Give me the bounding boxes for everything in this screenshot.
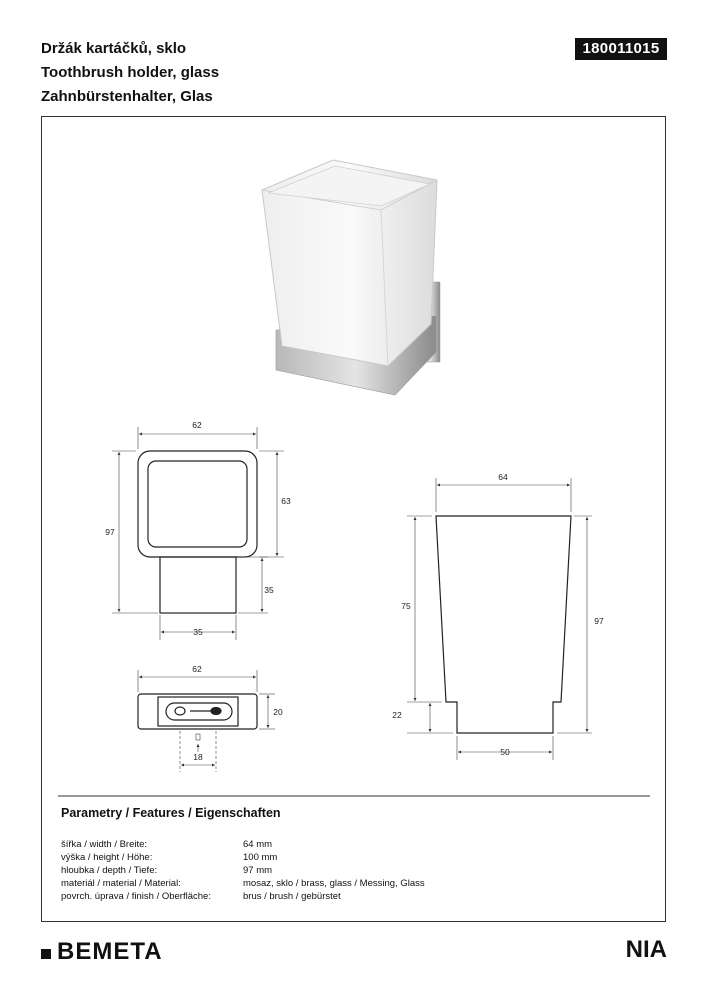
brand-logo <box>41 938 163 966</box>
feature-value: 100 mm <box>243 852 278 863</box>
series-name: NIA <box>625 936 667 963</box>
feature-label: povrch. úprava / finish / Oberfläche: <box>61 891 211 902</box>
feature-label: šířka / width / Breite: <box>61 839 148 850</box>
title-english: Toothbrush holder, glass <box>41 64 220 81</box>
bottom-holes-spacing-label: 18 <box>193 752 203 762</box>
product-code-badge: 180011015 <box>575 38 667 60</box>
glass-top-width-label: 64 <box>498 472 508 482</box>
feature-value: 64 mm <box>243 839 273 850</box>
feature-row-height <box>61 851 425 864</box>
brand-logo-square <box>41 949 51 959</box>
front-stem-height-label: 35 <box>264 585 274 595</box>
front-cup-height-label: 63 <box>281 496 291 506</box>
glass-height-label: 97 <box>594 616 604 626</box>
features-table <box>61 838 425 903</box>
glass-view-dimension-lines <box>407 478 592 760</box>
glass-base-height-label: 22 <box>392 710 402 720</box>
front-height-label: 97 <box>105 527 115 537</box>
bottom-view-drawing <box>138 694 257 729</box>
feature-value: brus / brush / gebürstet <box>243 891 341 902</box>
feature-row-material <box>61 877 425 890</box>
feature-row-width <box>61 838 425 851</box>
front-width-label: 62 <box>192 420 202 430</box>
title-czech: Držák kartáčků, sklo <box>41 40 187 57</box>
feature-label: výška / height / Höhe: <box>61 852 153 863</box>
front-view-drawing <box>138 451 257 613</box>
feature-label: hloubka / depth / Tiefe: <box>61 865 158 876</box>
bottom-depth-label: 20 <box>273 707 283 717</box>
feature-row-finish <box>61 890 425 903</box>
title-german: Zahnbürstenhalter, Glas <box>41 88 213 105</box>
feature-value: mosaz, sklo / brass, glass / Messing, Glass <box>243 878 425 889</box>
feature-row-depth <box>61 864 425 877</box>
glass-view-drawing <box>436 516 571 733</box>
feature-label: materiál / material / Material: <box>61 878 181 889</box>
front-stem-width-label: 35 <box>193 627 203 637</box>
screw-marker <box>196 734 200 740</box>
features-heading: Parametry / Features / Eigenschaften <box>61 806 281 820</box>
glass-base-width-label: 50 <box>500 747 510 757</box>
feature-value: 97 mm <box>243 865 273 876</box>
bottom-width-label: 62 <box>192 664 202 674</box>
product-photo <box>262 160 440 395</box>
glass-upper-height-label: 75 <box>401 601 411 611</box>
brand-name: BEMETA <box>57 938 163 965</box>
